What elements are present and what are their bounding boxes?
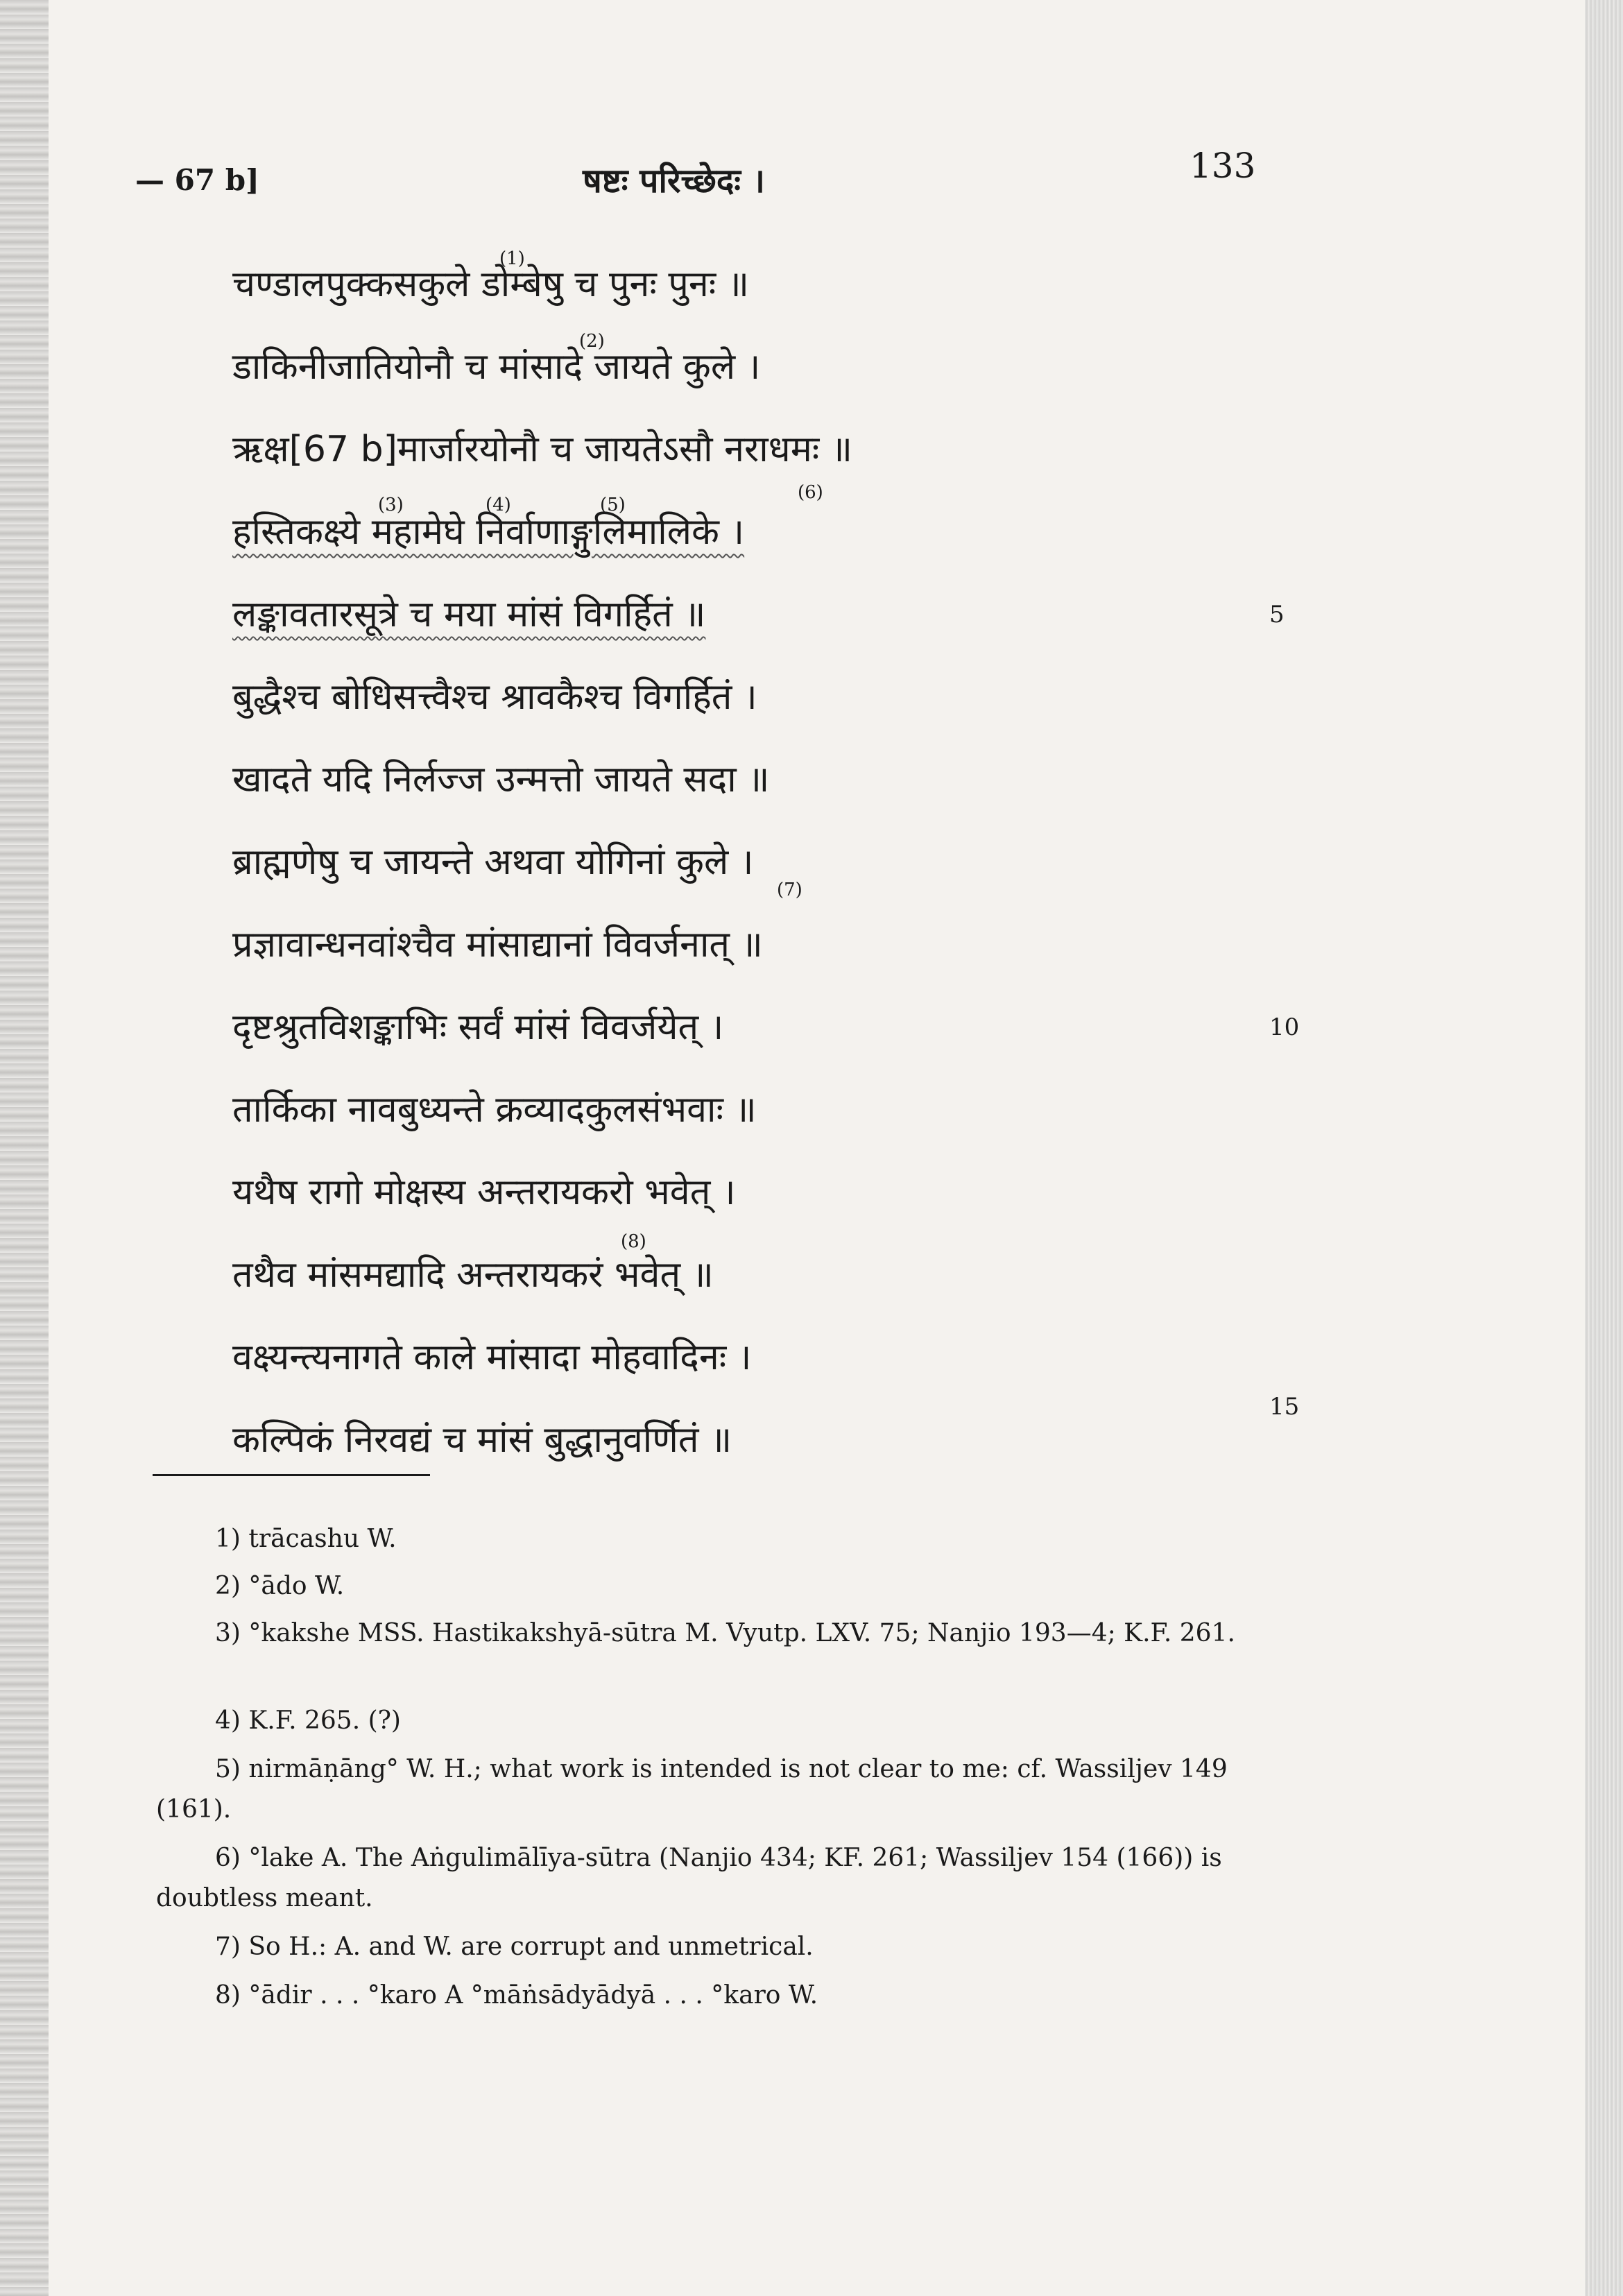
footnote: 8) °ādir . . . °karo A °māṅsādyādyā . . . °karo W. — [215, 1981, 818, 2010]
footnote: 5) nirmāṇāng° W. H.; what work is intended is not clear to me: cf. Wassiljev 149 (161). — [156, 1755, 1228, 1824]
footnote-marker: (2) — [579, 331, 605, 352]
verse-line: बुद्धैश्च बोधिसत्त्वैश्च श्रावकैश्च विगर्हितं । — [232, 676, 757, 718]
verse-line: दृष्टश्रुतविशङ्काभिः सर्वं मांसं विवर्जयेत् । — [232, 1006, 724, 1048]
line-number: 5 — [1269, 601, 1285, 628]
verse-line: खादते यदि निर्लज्ज उन्मत्तो जायते सदा ॥ — [232, 759, 770, 800]
header-chapter-title: षष्टः परिच्छेदः । — [583, 162, 765, 200]
verse-line: तथैव मांसमद्यादि अन्तरायकरं भवेत् ॥ — [232, 1254, 714, 1296]
footnote: 1) trācashu W. — [215, 1525, 397, 1553]
scan-edge-left — [0, 0, 49, 2296]
footnote: 4) K.F. 265. (?) — [215, 1706, 401, 1735]
verse-line: लङ्कावतारसूत्रे च मया मांसं विगर्हितं ॥ — [232, 594, 706, 635]
footnote-marker: (6) — [798, 482, 823, 503]
verse-line: हस्तिकक्ष्ये महामेघे निर्वाणाङ्गुलिमालिके । — [232, 511, 745, 553]
verse-line: यथैष रागो मोक्षस्य अन्तरायकरो भवेत् । — [232, 1172, 736, 1213]
header-section-ref: — 67 b] — [135, 163, 259, 197]
footnote-marker: (3) — [378, 495, 404, 515]
footnote: 2) °ādo W. — [215, 1572, 345, 1600]
footnote-marker: (7) — [777, 880, 802, 900]
footnote-marker: (1) — [499, 248, 525, 269]
line-number: 10 — [1269, 1013, 1300, 1041]
verse-line: चण्डालपुक्कसकुले डोम्बेषु च पुनः पुनः ॥ — [232, 264, 749, 305]
footnote-marker: (5) — [600, 495, 626, 515]
verse-line: प्रज्ञावान्धनवांश्चैव मांसाद्यानां विवर्जनात् ॥ — [232, 924, 763, 966]
verse-line: डाकिनीजातियोनौ च मांसादे जायते कुले । — [232, 346, 761, 388]
verse-line: तार्किका नावबुध्यन्ते क्रव्यादकुलसंभवाः ॥ — [232, 1089, 757, 1131]
footnote-rule — [153, 1474, 430, 1476]
verse-line: ऋक्ष[67 b]मार्जारयोनौ च जायतेऽसौ नराधमः ॥ — [232, 429, 852, 470]
page-number: 133 — [1190, 146, 1256, 186]
running-header — [0, 142, 1623, 198]
line-number: 15 — [1269, 1393, 1300, 1421]
verse-line: कल्पिकं निरवद्यं च मांसं बुद्धानुवर्णितं ॥ — [232, 1419, 732, 1461]
footnote: 7) So H.: A. and W. are corrupt and unmetrical. — [215, 1933, 814, 1961]
verse-line: वक्ष्यन्त्यनागते काले मांसादा मोहवादिनः । — [232, 1337, 752, 1378]
scan-edge-right — [1585, 0, 1623, 2296]
verse-line: ब्राह्मणेषु च जायन्ते अथवा योगिनां कुले । — [232, 841, 754, 883]
footnote-marker: (8) — [621, 1231, 646, 1252]
footnote: 3) °kakshe MSS. Hastikakshyā-sūtra M. Vyutp. LXV. 75; Nanjio 193—4; K.F. 261. — [215, 1619, 1235, 1647]
footnote-marker: (4) — [486, 495, 511, 515]
footnote: 6) °lake A. The Aṅgulimālīya-sūtra (Nanjio 434; KF. 261; Wassiljev 154 (166)) is doubtless meant. — [156, 1844, 1222, 1912]
